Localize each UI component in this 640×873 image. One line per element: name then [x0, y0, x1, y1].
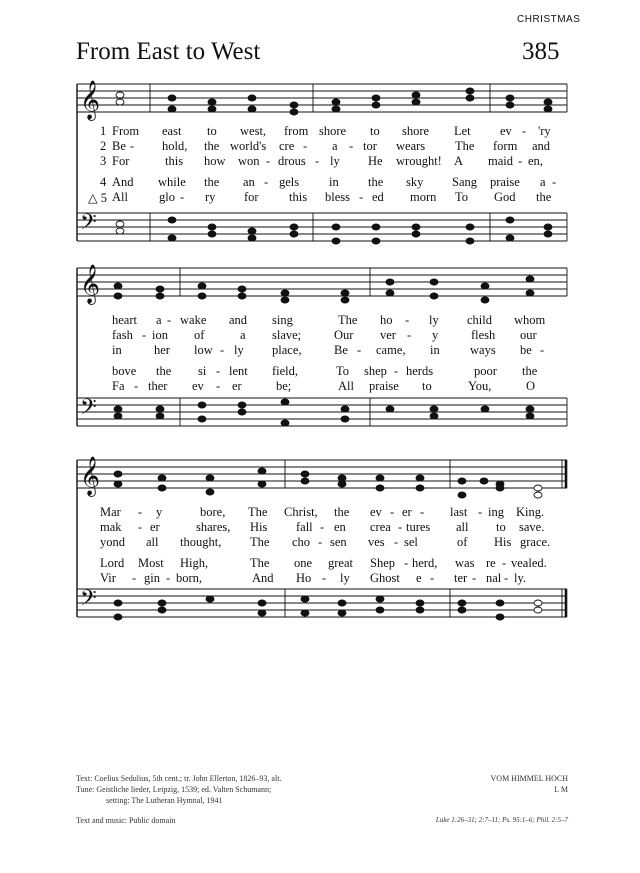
- system-2-treble-staff: [77, 268, 567, 296]
- verse-number: 2: [100, 139, 107, 153]
- system-1-bass-staff: [77, 213, 567, 241]
- treble-clef-icon: 𝄞: [80, 264, 101, 304]
- treble-clef-icon: 𝄞: [80, 80, 101, 120]
- scripture-references: Luke 1:26–31; 2:7–11; Ps. 95:1–6; Phil. 2:5–7: [435, 816, 568, 824]
- tune-info: [468, 773, 568, 795]
- tune-name: VOM HIMMEL HOCH: [490, 774, 568, 783]
- bass-clef-icon: 𝄢: [80, 210, 97, 240]
- meter: L M: [554, 785, 568, 794]
- verse-number: 3: [100, 154, 107, 168]
- system-2-bass-staff: [77, 398, 567, 426]
- section-label: CHRISTMAS: [517, 14, 581, 25]
- verse-number: △ 5: [88, 191, 107, 205]
- tune-credit: Tune: Geistliche lieder, Leipzig, 1539; ed. Valten Schumann;: [76, 785, 272, 794]
- verse-number: 4: [100, 175, 107, 189]
- credits: [76, 773, 281, 806]
- system-3-treble-staff: [77, 460, 567, 488]
- treble-clef-icon: 𝄞: [80, 456, 101, 496]
- hymn-number: 385: [522, 38, 560, 65]
- bass-clef-icon: 𝄢: [80, 395, 97, 425]
- system-1-treble-staff: [77, 84, 567, 112]
- bass-clef-icon: 𝄢: [80, 586, 97, 616]
- copyright: Text and music: Public domain: [76, 816, 176, 825]
- setting-credit: setting: The Lutheran Hymnal, 1941: [106, 796, 223, 805]
- verse-number: 1: [100, 124, 107, 138]
- hymn-title: From East to West: [76, 38, 261, 65]
- system-3-bass-staff: [77, 589, 567, 617]
- text-credit: Text: Coelius Sedulius, 5th cent.; tr. John Ellerton, 1826–93, alt.: [76, 774, 282, 783]
